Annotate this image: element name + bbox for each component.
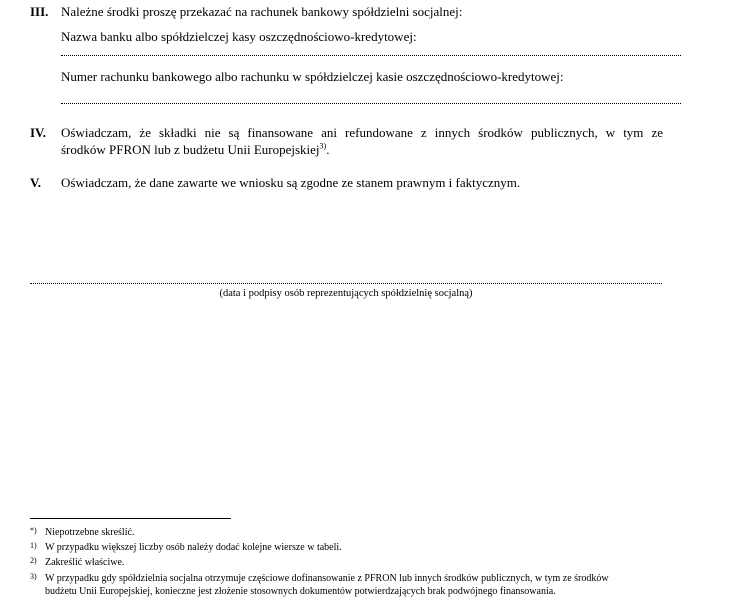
footnote-text: Zakreślić właściwe. [45, 557, 125, 568]
footnote-mark: 3) [30, 572, 37, 581]
section-iv-number: IV. [30, 125, 47, 140]
footnote-text: Niepotrzebne skreślić. [45, 527, 135, 538]
footnote-ref-3: 3) [319, 141, 327, 151]
bank-name-field[interactable] [61, 55, 681, 56]
footnote-text: W przypadku gdy spółdzielnia socjalna otrzymuje częściowe dofinansowanie z PFRON lub innych środków publicznych, w tym ze środków [45, 573, 609, 584]
footnote-mark: 1) [30, 541, 37, 550]
section-v-number: V. [30, 175, 41, 190]
section-iii-text: Należne środki proszę przekazać na rachunek bankowy spółdzielni socjalnej: [61, 4, 463, 19]
signature-field[interactable] [30, 283, 662, 284]
bank-name-label: Nazwa banku albo spółdzielczej kasy oszczędnościowo-kredytowej: [61, 29, 417, 44]
section-iv-line2-end: . [326, 142, 330, 157]
footnote-text: W przypadku większej liczby osób należy dodać kolejne wiersze w tabeli. [45, 542, 342, 553]
account-number-label: Numer rachunku bankowego albo rachunku w spółdzielczej kasie oszczędnościowo-kredytowej: [61, 69, 564, 84]
footnote-mark: *) [30, 526, 37, 535]
section-iii-number: III. [30, 4, 49, 19]
footnote-mark: 2) [30, 556, 37, 565]
section-iv-line1: Oświadczam, że składki nie są finansowane ani refundowane z innych środków publicznych, w tym ze [61, 125, 663, 140]
footnote-text-continued: budżetu Unii Europejskiej, konieczne jest złożenie stosownych dokumentów potwierdzających brak podwójnego finansowania. [45, 586, 556, 597]
section-iv-line2-text: środków PFRON lub z budżetu Unii Europejskiej [61, 142, 320, 157]
footnote-separator [30, 518, 231, 519]
section-iv-line2 [61, 142, 329, 158]
account-number-field[interactable] [61, 103, 681, 104]
signature-caption: (data i podpisy osób reprezentujących spółdzielnię socjalną) [219, 288, 473, 299]
section-v-text: Oświadczam, że dane zawarte we wniosku są zgodne ze stanem prawnym i faktycznym. [61, 175, 521, 190]
